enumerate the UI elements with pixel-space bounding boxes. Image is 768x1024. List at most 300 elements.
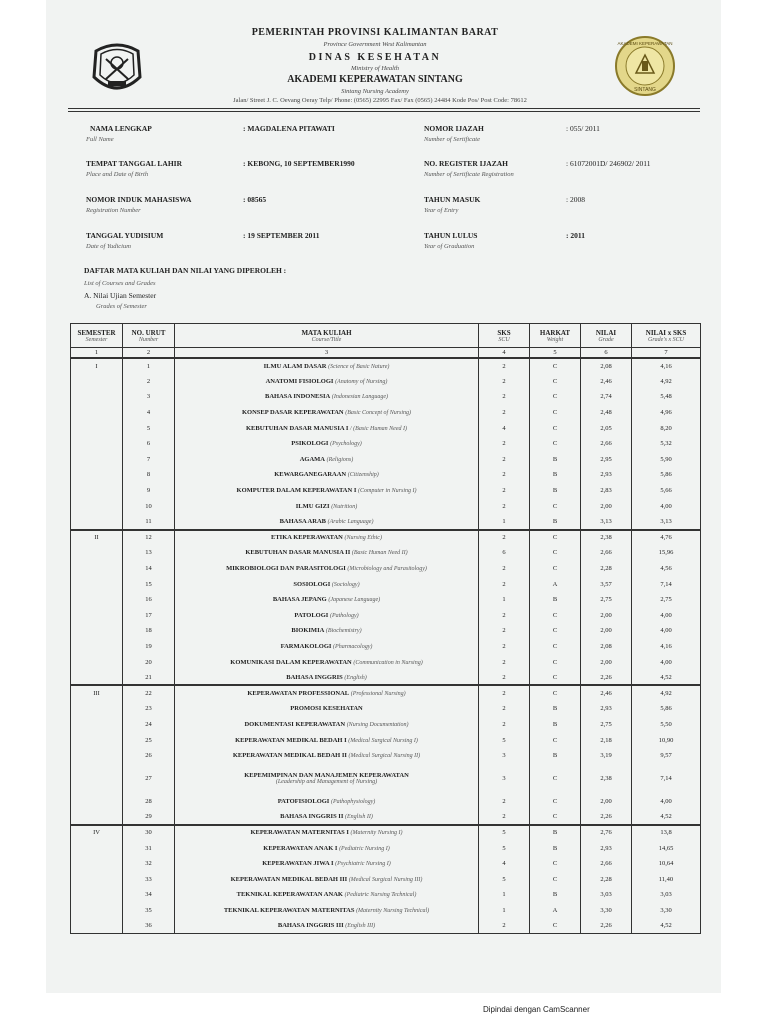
course-cell: [175, 654, 479, 670]
weight-cell: C: [530, 374, 581, 390]
semester-cell: [71, 405, 123, 421]
semester-cell: [71, 717, 123, 733]
birth-label: TEMPAT TANGGAL LAHIR: [86, 159, 182, 168]
grade-x-sks-cell: 4,00: [632, 623, 701, 639]
judicium-value: : 19 SEPTEMBER 2011: [243, 231, 320, 240]
table-row: [71, 374, 701, 390]
course-cell: [175, 748, 479, 764]
course-name-en: (Nursing Ethic): [344, 535, 382, 542]
semester-cell: [71, 608, 123, 624]
semester-cell: [71, 670, 123, 686]
course-name-en: (Anatomy of Nursing): [335, 378, 388, 385]
grade-cell: 2,66: [581, 545, 632, 561]
weight-cell: C: [530, 420, 581, 436]
weight-cell: C: [530, 856, 581, 872]
semester-grades-title-en: Grades of Semester: [96, 303, 147, 310]
course-name: KOMUNIKASI DALAM KEPERAWATAN: [230, 658, 352, 666]
sks-cell: 2: [479, 389, 530, 405]
sks-cell: 2: [479, 685, 530, 701]
sks-cell: 2: [479, 793, 530, 809]
grade-x-sks-cell: 4,52: [632, 809, 701, 825]
table-row: [71, 654, 701, 670]
sks-cell: 2: [479, 654, 530, 670]
grade-x-sks-cell: 4,56: [632, 561, 701, 577]
sks-cell: 5: [479, 840, 530, 856]
weight-cell: C: [530, 685, 581, 701]
course-name-en: (Basic Concept of Nursing): [345, 410, 412, 417]
weight-cell: C: [530, 793, 581, 809]
grade-x-sks-cell: 3,03: [632, 887, 701, 903]
col-header-grade-x-sks: NILAI x SKS Grade's x SCU: [632, 324, 701, 348]
course-name: PATOFISIOLOGI: [277, 797, 330, 805]
col-header-grade: NILAI Grade: [581, 324, 632, 348]
weight-cell: C: [530, 763, 581, 793]
province-title-en: Province Government West Kalimantan: [323, 41, 427, 48]
sks-cell: 6: [479, 545, 530, 561]
grade-cell: 3,03: [581, 887, 632, 903]
grade-x-sks-cell: 4,00: [632, 608, 701, 624]
table-row: [71, 887, 701, 903]
sks-cell: 4: [479, 856, 530, 872]
sks-cell: 5: [479, 871, 530, 887]
course-name-en: (English III): [345, 923, 376, 930]
grade-x-sks-cell: 5,50: [632, 717, 701, 733]
semester-cell: [71, 561, 123, 577]
semester-cell: [71, 701, 123, 717]
col-number: 2: [123, 348, 175, 359]
certificate-register-value: : 61072001D/ 246902/ 2011: [566, 159, 651, 168]
course-cell: [175, 358, 479, 374]
provincial-emblem-icon: [86, 37, 148, 99]
sks-cell: 1: [479, 592, 530, 608]
semester-cell: [71, 389, 123, 405]
sks-cell: 2: [479, 405, 530, 421]
number-cell: 14: [123, 561, 175, 577]
col-number: 1: [71, 348, 123, 359]
grade-cell: 3,30: [581, 903, 632, 919]
graduation-year-label-en: Year of Graduation: [424, 243, 475, 250]
course-cell: [175, 856, 479, 872]
course-name: BAHASA INGGRIS II: [280, 812, 344, 820]
weight-cell: C: [530, 732, 581, 748]
sks-cell: 5: [479, 732, 530, 748]
weight-cell: C: [530, 608, 581, 624]
table-row: [71, 732, 701, 748]
sks-cell: 2: [479, 623, 530, 639]
table-row: [71, 670, 701, 686]
weight-cell: C: [530, 498, 581, 514]
number-cell: 4: [123, 405, 175, 421]
course-name-en: (Medical Surgical Nursing III): [348, 876, 423, 883]
semester-cell: [71, 639, 123, 655]
grade-x-sks-cell: 4,00: [632, 793, 701, 809]
certificate-number-label: NOMOR IJAZAH: [424, 124, 484, 133]
course-name-en: (English II): [345, 813, 373, 820]
grade-cell: 2,95: [581, 452, 632, 468]
course-name: TEKNIKAL KEPERAWATAN ANAK: [236, 891, 343, 899]
number-cell: 11: [123, 514, 175, 530]
course-name-en: (Maternity Nursing Technical): [356, 907, 430, 914]
course-cell: [175, 576, 479, 592]
course-cell: [175, 608, 479, 624]
table-row: [71, 405, 701, 421]
number-cell: 9: [123, 483, 175, 499]
weight-cell: C: [530, 561, 581, 577]
grade-cell: 2,66: [581, 436, 632, 452]
table-row: [71, 389, 701, 405]
table-row: [71, 717, 701, 733]
course-name: PSIKOLOGI: [291, 440, 329, 448]
weight-cell: C: [530, 871, 581, 887]
sks-cell: 3: [479, 748, 530, 764]
grade-x-sks-cell: 4,76: [632, 530, 701, 546]
course-name: ETIKA KEPERAWATAN: [271, 534, 343, 542]
course-cell: [175, 374, 479, 390]
course-name: ILMU GIZI: [295, 502, 330, 510]
number-cell: 17: [123, 608, 175, 624]
full-name-value: : MAGDALENA PITAWATI: [243, 124, 335, 133]
semester-cell: [71, 545, 123, 561]
address-line: Jalan/ Street J. C. Oevang Oeray Telp/ Phone: (0565) 22995 Fax/ Fax (0565) 24484 Kode Pos/ Post Code: 78612: [233, 97, 527, 104]
weight-cell: C: [530, 389, 581, 405]
birth-label-en: Place and Date of Birth: [86, 171, 149, 178]
course-cell: [175, 793, 479, 809]
course-name: KEPERAWATAN ANAK I: [263, 844, 338, 852]
weight-cell: A: [530, 903, 581, 919]
grade-x-sks-cell: 3,30: [632, 903, 701, 919]
col-header-weight: HARKAT Weight: [530, 324, 581, 348]
number-cell: 31: [123, 840, 175, 856]
course-name: KEPERAWATAN MEDIKAL BEDAH II: [232, 752, 347, 760]
course-name-en: / (Basic Human Need I): [350, 425, 407, 432]
graduation-year-value: : 2011: [566, 231, 585, 240]
grade-x-sks-cell: 4,16: [632, 358, 701, 374]
academy-title-en: Sintang Nursing Academy: [341, 88, 409, 95]
course-name: BAHASA INDONESIA: [265, 393, 331, 401]
course-name: BAHASA INGGRIS III: [277, 922, 344, 930]
semester-cell: [71, 498, 123, 514]
student-number-label: NOMOR INDUK MAHASISWA: [86, 195, 192, 204]
weight-cell: C: [530, 670, 581, 686]
sks-cell: 2: [479, 576, 530, 592]
semester-cell: [71, 887, 123, 903]
course-name: KEBUTUHAN DASAR MANUSIA I: [245, 424, 349, 432]
grade-cell: 2,46: [581, 685, 632, 701]
weight-cell: C: [530, 405, 581, 421]
table-column-number-row: [71, 348, 701, 359]
semester-cell: [71, 436, 123, 452]
grade-cell: 2,08: [581, 358, 632, 374]
course-name-en: (Computer in Nursing I): [357, 488, 417, 495]
table-row: [71, 871, 701, 887]
col-header-course: MATA KULIAH Course/Title: [175, 324, 479, 348]
weight-cell: C: [530, 545, 581, 561]
sks-cell: 4: [479, 420, 530, 436]
semester-cell: IV: [71, 825, 123, 841]
weight-cell: B: [530, 514, 581, 530]
table-row: [71, 561, 701, 577]
semester-cell: [71, 748, 123, 764]
course-cell: [175, 530, 479, 546]
number-cell: 22: [123, 685, 175, 701]
weight-cell: B: [530, 467, 581, 483]
semester-cell: [71, 809, 123, 825]
course-name: PROMOSI KESEHATAN: [290, 705, 363, 713]
number-cell: 5: [123, 420, 175, 436]
course-name: MIKROBIOLOGI DAN PARASITOLOGI: [226, 565, 346, 573]
course-name-en: (Nutrition): [331, 503, 358, 510]
grade-cell: 2,00: [581, 793, 632, 809]
sks-cell: 1: [479, 903, 530, 919]
grade-cell: 2,75: [581, 592, 632, 608]
grade-cell: 2,46: [581, 374, 632, 390]
student-number-value: : 08565: [243, 195, 267, 204]
number-cell: 27: [123, 763, 175, 793]
course-name-en: (English): [344, 674, 367, 681]
col-number: 5: [530, 348, 581, 359]
course-name: AGAMA: [299, 455, 325, 463]
sks-cell: 2: [479, 483, 530, 499]
course-name-en: (Pediatric Nursing Technical): [344, 892, 417, 899]
course-name-en: (Medical Surgical Nursing I): [348, 737, 418, 744]
certificate-number-value: : 055/ 2011: [566, 124, 600, 133]
grade-cell: 2,75: [581, 717, 632, 733]
weight-cell: B: [530, 825, 581, 841]
number-cell: 12: [123, 530, 175, 546]
number-cell: 32: [123, 856, 175, 872]
entry-year-label: TAHUN MASUK: [424, 195, 481, 204]
number-cell: 28: [123, 793, 175, 809]
full-name-label: NAMA LENGKAP: [90, 124, 152, 133]
sks-cell: 2: [479, 561, 530, 577]
course-cell: [175, 561, 479, 577]
graduation-year-label: TAHUN LULUS: [424, 231, 478, 240]
course-name: DOKUMENTASI KEPERAWATAN: [244, 720, 346, 728]
semester-cell: II: [71, 530, 123, 546]
grade-x-sks-cell: 11,40: [632, 871, 701, 887]
semester-cell: [71, 654, 123, 670]
course-name: KOMPUTER DALAM KEPERAWATAN I: [236, 487, 357, 495]
sks-cell: 2: [479, 498, 530, 514]
sks-cell: 2: [479, 467, 530, 483]
header-divider-thin: [68, 111, 700, 112]
course-cell: [175, 592, 479, 608]
col-number: 7: [632, 348, 701, 359]
semester-cell: III: [71, 685, 123, 701]
judicium-label: TANGGAL YUDISIUM: [86, 231, 164, 240]
course-cell: [175, 467, 479, 483]
semester-cell: [71, 514, 123, 530]
col-header-number: NO. URUT Number: [123, 324, 175, 348]
table-header-row: [71, 324, 701, 348]
grade-cell: 3,19: [581, 748, 632, 764]
course-name: KEPERAWATAN JIWA I: [262, 860, 334, 868]
grade-x-sks-cell: 10,64: [632, 856, 701, 872]
weight-cell: C: [530, 809, 581, 825]
table-row: [71, 436, 701, 452]
course-cell: [175, 825, 479, 841]
grade-x-sks-cell: 4,96: [632, 405, 701, 421]
course-name: FARMAKOLOGI: [280, 642, 332, 650]
table-row: [71, 467, 701, 483]
header-divider: [68, 108, 700, 109]
course-name-en: (Leadership and Management of Nursing): [275, 778, 378, 785]
course-cell: [175, 639, 479, 655]
course-name: BIOKIMIA: [291, 627, 325, 635]
sks-cell: 5: [479, 825, 530, 841]
grade-cell: 2,05: [581, 420, 632, 436]
course-cell: [175, 670, 479, 686]
grade-cell: 2,28: [581, 871, 632, 887]
course-cell: [175, 623, 479, 639]
col-number: 3: [175, 348, 479, 359]
table-row: [71, 685, 701, 701]
table-row: [71, 545, 701, 561]
scanner-watermark: Dipindai dengan CamScanner: [483, 1005, 590, 1014]
grade-cell: 2,26: [581, 809, 632, 825]
weight-cell: B: [530, 452, 581, 468]
semester-cell: [71, 903, 123, 919]
weight-cell: C: [530, 654, 581, 670]
semester-cell: [71, 374, 123, 390]
grade-cell: 3,13: [581, 514, 632, 530]
sks-cell: 2: [479, 701, 530, 717]
table-row: [71, 639, 701, 655]
table-row: [71, 856, 701, 872]
weight-cell: B: [530, 483, 581, 499]
grade-x-sks-cell: 4,52: [632, 918, 701, 934]
grade-x-sks-cell: 2,75: [632, 592, 701, 608]
number-cell: 10: [123, 498, 175, 514]
province-title: PEMERINTAH PROVINSI KALIMANTAN BARAT: [251, 27, 499, 38]
semester-cell: [71, 420, 123, 436]
col-header-sks: SKS SCU: [479, 324, 530, 348]
grade-cell: 2,00: [581, 654, 632, 670]
course-name-en: (Biochemistry): [325, 628, 362, 635]
semester-cell: [71, 793, 123, 809]
table-row: [71, 825, 701, 841]
semester-cell: [71, 918, 123, 934]
number-cell: 20: [123, 654, 175, 670]
course-name-en: (Arabic Language): [327, 518, 374, 525]
grade-x-sks-cell: 5,86: [632, 701, 701, 717]
table-row: [71, 358, 701, 374]
grade-x-sks-cell: 13,8: [632, 825, 701, 841]
semester-cell: [71, 452, 123, 468]
weight-cell: B: [530, 748, 581, 764]
course-name-en: (Nursing Documentation): [346, 721, 409, 728]
grade-cell: 2,74: [581, 389, 632, 405]
number-cell: 2: [123, 374, 175, 390]
semester-cell: [71, 763, 123, 793]
semester-cell: [71, 623, 123, 639]
course-cell: [175, 903, 479, 919]
course-cell: [175, 717, 479, 733]
number-cell: 36: [123, 918, 175, 934]
course-cell: [175, 545, 479, 561]
seal-top-text: AKADEMI KEPERAWATAN: [617, 41, 673, 46]
course-name: TEKNIKAL KEPERAWATAN MATERNITAS: [223, 906, 355, 914]
number-cell: 35: [123, 903, 175, 919]
grade-x-sks-cell: 4,92: [632, 374, 701, 390]
semester-cell: [71, 856, 123, 872]
grade-cell: 2,00: [581, 623, 632, 639]
academy-seal-icon: [614, 35, 676, 97]
sks-cell: 2: [479, 670, 530, 686]
course-name: SOSIOLOGI: [293, 580, 331, 588]
course-name-en: (Citizenship): [347, 472, 379, 479]
full-name-label-en: Full Name: [86, 136, 114, 143]
grade-cell: 2,48: [581, 405, 632, 421]
course-name: KEBUTUHAN DASAR MANUSIA II: [245, 549, 351, 557]
weight-cell: B: [530, 840, 581, 856]
course-name: BAHASA INGGRIS: [286, 673, 343, 681]
course-name-en: (Pathology): [329, 612, 359, 619]
number-cell: 30: [123, 825, 175, 841]
number-cell: 16: [123, 592, 175, 608]
course-name-en: (Medical Surgical Nursing II): [348, 753, 421, 760]
course-name-en: (Maternity Nursing I): [350, 830, 403, 837]
course-name: ILMU ALAM DASAR: [263, 362, 327, 370]
grade-cell: 2,18: [581, 732, 632, 748]
grade-cell: 2,26: [581, 918, 632, 934]
grade-x-sks-cell: 4,00: [632, 498, 701, 514]
table-row: [71, 514, 701, 530]
weight-cell: B: [530, 592, 581, 608]
seal-bottom-text: SINTANG: [634, 87, 656, 93]
table-row: [71, 809, 701, 825]
semester-cell: I: [71, 358, 123, 374]
certificate-number-label-en: Number of Sertificate: [424, 136, 480, 143]
semester-cell: [71, 871, 123, 887]
sks-cell: 2: [479, 809, 530, 825]
sks-cell: 1: [479, 887, 530, 903]
grade-x-sks-cell: 4,92: [632, 685, 701, 701]
semester-cell: [71, 483, 123, 499]
course-name-en: (Pathophysiology): [330, 798, 376, 805]
grade-x-sks-cell: 5,90: [632, 452, 701, 468]
grade-x-sks-cell: 9,57: [632, 748, 701, 764]
sks-cell: 2: [479, 918, 530, 934]
course-cell: [175, 887, 479, 903]
semester-grades-title: A. Nilai Ujian Semester: [84, 291, 157, 300]
course-cell: [175, 701, 479, 717]
grade-x-sks-cell: 3,13: [632, 514, 701, 530]
semester-cell: [71, 840, 123, 856]
grade-x-sks-cell: 4,16: [632, 639, 701, 655]
number-cell: 33: [123, 871, 175, 887]
grade-x-sks-cell: 5,66: [632, 483, 701, 499]
course-cell: [175, 732, 479, 748]
grade-cell: 2,00: [581, 608, 632, 624]
grade-cell: 2,83: [581, 483, 632, 499]
course-cell: [175, 685, 479, 701]
grade-x-sks-cell: 5,48: [632, 389, 701, 405]
grade-x-sks-cell: 7,14: [632, 763, 701, 793]
sks-cell: 2: [479, 608, 530, 624]
course-cell: [175, 809, 479, 825]
grade-x-sks-cell: 4,00: [632, 654, 701, 670]
course-cell: [175, 483, 479, 499]
weight-cell: B: [530, 717, 581, 733]
course-name-en: (Microbiology and Parasitology): [347, 566, 427, 573]
grade-x-sks-cell: 4,52: [632, 670, 701, 686]
course-name-en: (Psychiatric Nursing I): [335, 861, 391, 868]
weight-cell: C: [530, 530, 581, 546]
sks-cell: 2: [479, 452, 530, 468]
grade-x-sks-cell: 5,86: [632, 467, 701, 483]
course-name: KEPERAWATAN MEDIKAL BEDAH I: [235, 736, 347, 744]
